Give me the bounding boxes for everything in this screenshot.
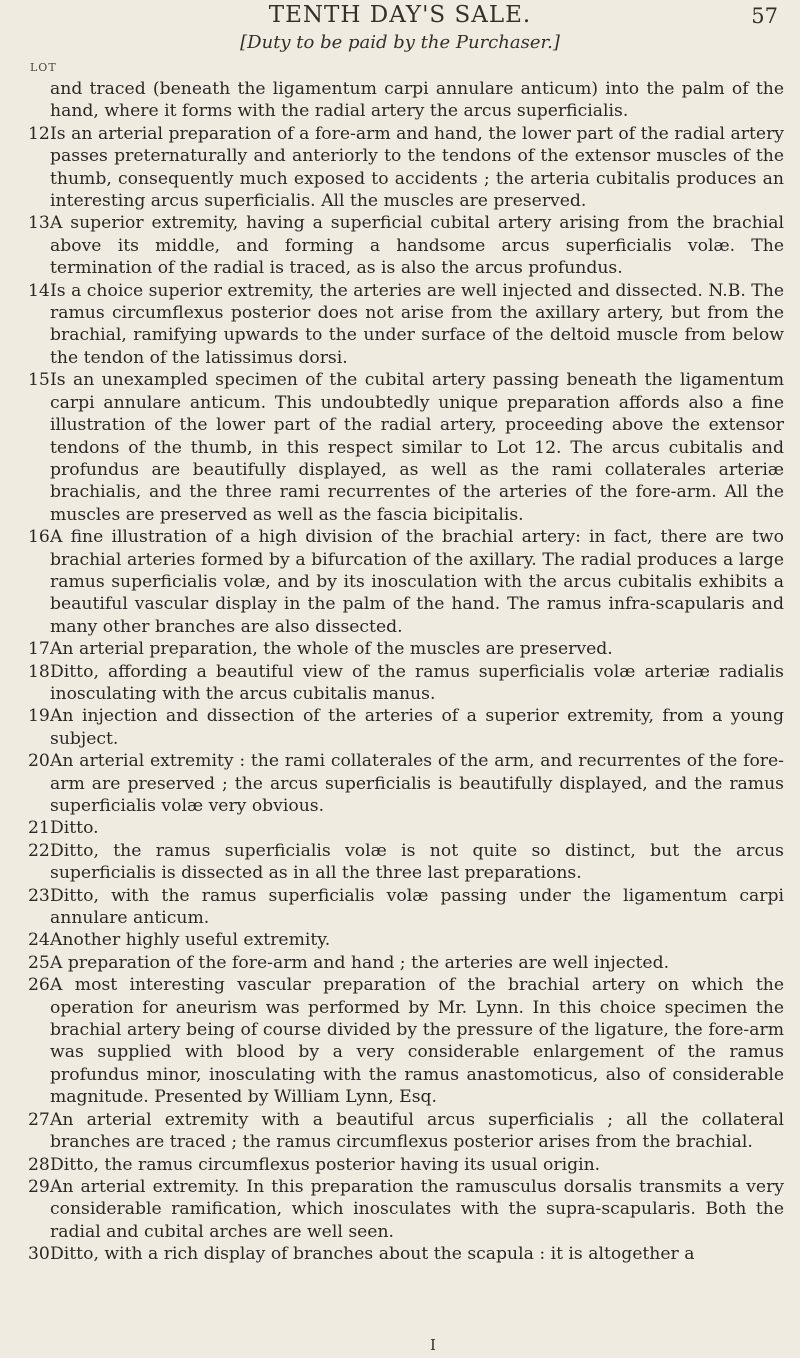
lot-entry	[28, 840, 784, 885]
lot-number: 17	[28, 639, 50, 660]
page-header	[0, 2, 800, 32]
lot-description: Ditto, with the ramus superficialis volæ passing under the ligamentum carpi annulare anticum.	[50, 885, 784, 929]
lot-description: Is an unexampled specimen of the cubital artery passing beneath the ligamentum carpi annulare anticum. This undoubtedly unique preparation affords also a fine illustration of the lower part of the radial artery, proceeding above the extensor tendons of the thumb, in this respect similar to Lot 12. The arcus cubitalis and profundus are beautifully displayed, as well as the rami collaterales arteriæ brachialis, and the three rami recurrentes of the arteries of the fore-arm. All the muscles are preserved as well as the fascia bicipitalis.	[50, 370, 784, 525]
lot-description: An arterial extremity with a beautiful arcus superficialis ; all the collateral branches are traced ; the ramus circumflexus posterior arises from the brachial.	[50, 1109, 784, 1153]
lot-number: 26	[28, 975, 50, 996]
lot-number: 16	[28, 527, 50, 548]
lot-description: A preparation of the fore-arm and hand ; the arteries are well injected.	[50, 952, 670, 973]
lot-description: Ditto, the ramus superficialis volæ is not quite so distinct, but the arcus superficialis is dissected as in all the three last preparations.	[50, 840, 784, 884]
lot-description: An arterial preparation, the whole of the muscles are preserved.	[50, 639, 613, 660]
lot-entry	[28, 705, 784, 750]
lot-number: 20	[28, 751, 50, 772]
lot-number: 14	[28, 280, 50, 301]
lot-column-label: LOT	[30, 61, 57, 74]
page-number: 57	[751, 4, 778, 28]
lot-number: 29	[28, 1176, 50, 1197]
lot-number: 12	[28, 123, 50, 144]
lot-entry	[28, 929, 784, 951]
lot-description: An arterial extremity. In this preparation the ramusculus dorsalis transmits a very considerable ramification, which inosculates with the supra-scapularis. Both the radial and cubital arches are well seen.	[50, 1176, 784, 1242]
lot-description: Another highly useful extremity.	[50, 930, 331, 951]
lot-entry	[28, 1154, 784, 1176]
lot-entry	[28, 1109, 784, 1154]
lot-entry	[28, 369, 784, 526]
lot-entry	[28, 885, 784, 930]
lot-entry	[28, 638, 784, 660]
lot-entry	[28, 123, 784, 213]
lot-description: A superior extremity, having a superficial cubital artery arising from the brachial above its middle, and forming a handsome arcus superficialis volæ. The termination of the radial is traced, as is also the arcus profundus.	[50, 213, 784, 279]
lot-description: Ditto, with a rich display of branches about the scapula : it is altogether a	[50, 1244, 695, 1265]
lot-number: 30	[28, 1244, 50, 1265]
lot-description: Ditto, affording a beautiful view of the ramus superficialis volæ arteriæ radialis inosculating with the arcus cubitalis manus.	[50, 661, 784, 704]
lot-entry	[28, 1243, 784, 1265]
lot-description: Ditto.	[50, 818, 99, 839]
lot-description: and traced (beneath the ligamentum carpi annulare anticum) into the palm of the hand, where it forms with the radial artery the arcus superficialis.	[50, 79, 784, 122]
lot-number: 28	[28, 1154, 50, 1175]
catchword: I	[430, 1336, 436, 1354]
lot-number: 21	[28, 818, 50, 839]
lot-description: An injection and dissection of the arteries of a superior extremity, from a young subject.	[50, 706, 784, 749]
lot-number: 25	[28, 952, 50, 973]
lot-entry	[28, 78, 784, 123]
lot-number: 13	[28, 213, 50, 234]
lot-entry	[28, 974, 784, 1108]
lot-entry	[28, 280, 784, 370]
lot-number: 19	[28, 706, 50, 727]
lot-entry	[28, 1176, 784, 1243]
lot-description: A most interesting vascular preparation of the brachial artery on which the operation for aneurism was performed by Mr. Lynn. In this choice specimen the brachial artery being of course divided by the pressure of the ligature, the fore-arm was supplied with blood by a very considerable enlargement of the ramus profundus minor, inosculating with the ramus anastomoticus, also of considerable magnitude. Presented by William Lynn, Esq.	[50, 975, 784, 1108]
lot-description: Is an arterial preparation of a fore-arm and hand, the lower part of the radial artery passes preternaturally and anteriorly to the tendons of the extensor muscles of the thumb, consequently much exposed to accidents ; the arteria cubitalis produces an interesting arcus superficialis. All the muscles are preserved.	[50, 123, 784, 212]
lot-number: 18	[28, 661, 50, 682]
lot-entry	[28, 817, 784, 839]
lot-description: An arterial extremity : the rami collaterales of the arm, and recurrentes of the fore-arm are preserved ; the arcus superficialis is beautifully displayed, and the ramus superficialis volæ very obvious.	[50, 751, 784, 816]
lot-entry	[28, 952, 784, 974]
lot-number: 23	[28, 885, 50, 906]
lot-number: 27	[28, 1109, 50, 1130]
lot-list	[28, 78, 784, 1266]
lot-number: 24	[28, 930, 50, 951]
lot-entry	[28, 212, 784, 279]
lot-entry	[28, 661, 784, 706]
lot-number: 15	[28, 370, 50, 391]
lot-description: A fine illustration of a high division of the brachial artery: in fact, there are two brachial arteries formed by a bifurcation of the axillary. The radial produces a large ramus superficialis volæ, and by its inosculation with the arcus cubitalis exhibits a beautiful vascular display in the palm of the hand. The ramus infra-scapularis and many other branches are also dissected.	[50, 527, 784, 637]
lot-entry	[28, 526, 784, 638]
running-title: TENTH DAY'S SALE.	[268, 2, 532, 28]
duty-subtitle: [Duty to be paid by the Purchaser.]	[240, 32, 560, 53]
lot-number: 22	[28, 840, 50, 861]
lot-description: Is a choice superior extremity, the arteries are well injected and dissected. N.B. The ramus circumflexus posterior does not arise from the axillary artery, but from the brachial, ramifying upwards to the under surface of the deltoid muscle from below the tendon of the latissimus dorsi.	[50, 280, 784, 368]
lot-entry	[28, 750, 784, 817]
lot-description: Ditto, the ramus circumflexus posterior having its usual origin.	[50, 1154, 601, 1175]
